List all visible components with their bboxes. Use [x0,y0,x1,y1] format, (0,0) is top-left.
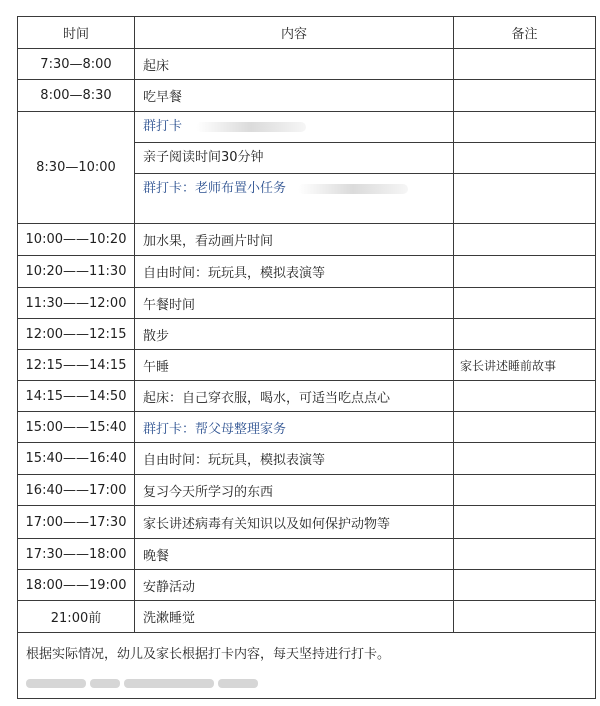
time-cell: 16:40——17:00 [18,475,135,506]
table-row [18,570,596,601]
time-cell: 12:00——12:15 [18,319,135,350]
header-time: 时间 [18,17,135,49]
content-cell: 散步 [135,319,454,350]
table-row [18,381,596,412]
footer-row [18,633,596,699]
time-cell: 21:00前 [18,601,135,633]
content-cell: 起床 [135,49,454,80]
header-notes: 备注 [454,17,596,49]
table-row [18,539,596,570]
content-cell: 午餐时间 [135,288,454,319]
table-row [18,49,596,80]
table-row [18,80,596,112]
time-cell: 18:00——19:00 [18,570,135,601]
note-cell [454,112,596,224]
time-cell: 12:15——14:15 [18,350,135,381]
time-cell: 17:30——18:00 [18,539,135,570]
table-row [18,256,596,288]
note-cell [454,601,596,633]
time-cell: 14:15——14:50 [18,381,135,412]
time-cell: 15:00——15:40 [18,412,135,443]
note-cell [454,224,596,256]
redacted-blur [26,679,587,688]
content-cell: 晚餐 [135,539,454,570]
content-cell: 加水果，看动画片时间 [135,224,454,256]
content-cell: 起床：自己穿衣服，喝水，可适当吃点点心 [135,381,454,412]
note-cell [454,381,596,412]
note-cell [454,319,596,350]
note-cell [454,570,596,601]
note-cell [454,288,596,319]
schedule-table [17,16,596,699]
note-cell [454,506,596,539]
content-cell: 吃早餐 [135,80,454,112]
header-content: 内容 [135,17,454,49]
time-cell: 10:00——10:20 [18,224,135,256]
footer-note: 根据实际情况，幼儿及家长根据打卡内容，每天坚持进行打卡。 [26,647,391,662]
table-row [18,475,596,506]
table-row [18,412,596,443]
content-cell: 群打卡：帮父母整理家务 [135,412,454,443]
time-cell: 7:30—8:00 [18,49,135,80]
redacted-blur [298,184,408,194]
time-cell: 8:30—10:00 [18,112,135,224]
table-row [18,506,596,539]
morning-item: 群打卡：老师布置小任务 [135,173,453,223]
table-row [18,601,596,633]
table-row [18,224,596,256]
table-row-morning-block [18,112,596,224]
note-cell: 家长讲述睡前故事 [454,350,596,381]
note-cell [454,412,596,443]
content-cell: 洗漱睡觉 [135,601,454,633]
content-cell: 自由时间：玩玩具，模拟表演等 [135,443,454,475]
note-cell [454,475,596,506]
note-cell [454,80,596,112]
content-cell: 自由时间：玩玩具，模拟表演等 [135,256,454,288]
table-row [18,319,596,350]
redacted-blur [196,122,306,132]
note-cell [454,256,596,288]
morning-item: 亲子阅读时间30分钟 [135,142,453,173]
footer-cell [18,633,596,699]
time-cell: 17:00——17:30 [18,506,135,539]
note-cell [454,443,596,475]
content-cell: 安静活动 [135,570,454,601]
morning-item: 群打卡 [135,112,453,142]
time-cell: 11:30——12:00 [18,288,135,319]
header-row [18,17,596,49]
note-cell [454,539,596,570]
morning-block-cell [135,112,454,224]
time-cell: 8:00—8:30 [18,80,135,112]
table-row [18,288,596,319]
content-cell: 复习今天所学习的东西 [135,475,454,506]
time-cell: 10:20——11:30 [18,256,135,288]
time-cell: 15:40——16:40 [18,443,135,475]
table-row [18,350,596,381]
content-cell: 家长讲述病毒有关知识以及如何保护动物等 [135,506,454,539]
table-row [18,443,596,475]
note-cell [454,49,596,80]
content-cell: 午睡 [135,350,454,381]
